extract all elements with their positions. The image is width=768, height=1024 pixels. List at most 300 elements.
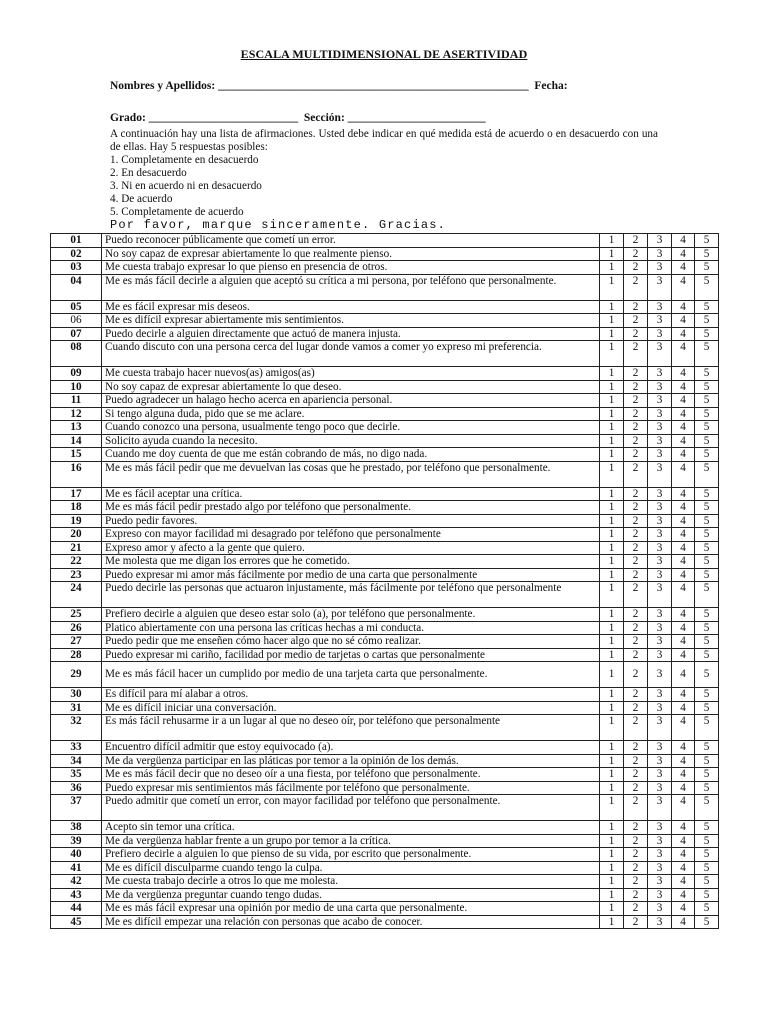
item-number: 36 (51, 781, 102, 795)
scale-option-2[interactable]: 2 (624, 434, 648, 448)
scale-option-2[interactable]: 2 (624, 514, 648, 528)
item-number: 06 (51, 314, 102, 328)
scale-option-5[interactable]: 5 (695, 234, 719, 248)
scale-option-5[interactable]: 5 (695, 662, 719, 688)
scale-option-4[interactable]: 4 (672, 662, 695, 688)
scale-option-4[interactable]: 4 (672, 902, 695, 916)
scale-option-5[interactable]: 5 (695, 915, 719, 929)
scale-option-2[interactable]: 2 (624, 367, 648, 381)
item-number: 45 (51, 915, 102, 929)
scale-option-2[interactable]: 2 (624, 821, 648, 835)
scale-option-5[interactable]: 5 (695, 461, 719, 487)
scale-option-3[interactable]: 3 (648, 861, 672, 875)
item-statement: Me es más fácil decirle a alguien que aceptó su crítica a mi persona, por teléfono que personalmente. (102, 274, 600, 300)
scale-option-2[interactable]: 2 (624, 662, 648, 688)
scale-option-5[interactable]: 5 (695, 380, 719, 394)
scale-option-5[interactable]: 5 (695, 582, 719, 608)
scale-option-2[interactable]: 2 (624, 448, 648, 462)
scale-option-2[interactable]: 2 (624, 848, 648, 862)
scale-option-3[interactable]: 3 (648, 421, 672, 435)
table-row (51, 834, 719, 848)
scale-option-2[interactable]: 2 (624, 394, 648, 408)
scale-option-4[interactable]: 4 (672, 247, 695, 261)
scale-option-1[interactable]: 1 (600, 648, 624, 662)
scale-option-2[interactable]: 2 (624, 741, 648, 755)
scale-option-4[interactable]: 4 (672, 821, 695, 835)
table-row (51, 314, 719, 328)
scale-option-2[interactable]: 2 (624, 555, 648, 569)
document-title: ESCALA MULTIDIMENSIONAL DE ASERTIVIDAD (240, 47, 528, 61)
scale-option-3[interactable]: 3 (648, 448, 672, 462)
grade-blank[interactable]: __________________________ (148, 112, 299, 124)
scale-option-1[interactable]: 1 (600, 768, 624, 782)
item-statement: Puedo decirle a alguien directamente que actuó de manera injusta. (102, 327, 600, 341)
item-statement: Es difícil para mí alabar a otros. (102, 688, 600, 702)
scale-option-1[interactable]: 1 (600, 621, 624, 635)
scale-option-3[interactable]: 3 (648, 902, 672, 916)
scale-option-1[interactable]: 1 (600, 608, 624, 622)
grade-field-row (110, 112, 486, 124)
item-statement: Me es más fácil expresar una opinión por medio de una carta que personalmente. (102, 902, 600, 916)
scale-option-5[interactable]: 5 (695, 875, 719, 889)
item-statement: Acepto sin temor una crítica. (102, 821, 600, 835)
table-row (51, 608, 719, 622)
table-row (51, 274, 719, 300)
scale-option-3[interactable]: 3 (648, 741, 672, 755)
scale-option-4[interactable]: 4 (672, 741, 695, 755)
scale-option-2[interactable]: 2 (624, 541, 648, 555)
scale-option-1[interactable]: 1 (600, 341, 624, 367)
scale-option-2[interactable]: 2 (624, 781, 648, 795)
scale-option-1[interactable]: 1 (600, 888, 624, 902)
scale-option-3[interactable]: 3 (648, 715, 672, 741)
scale-option-2[interactable]: 2 (624, 247, 648, 261)
scale-option-4[interactable]: 4 (672, 875, 695, 889)
scale-option-3[interactable]: 3 (648, 394, 672, 408)
table-row (51, 781, 719, 795)
scale-option-1[interactable]: 1 (600, 514, 624, 528)
scale-option-1[interactable]: 1 (600, 234, 624, 248)
scale-option-5[interactable]: 5 (695, 688, 719, 702)
scale-option-4[interactable]: 4 (672, 568, 695, 582)
scale-option-4[interactable]: 4 (672, 621, 695, 635)
item-statement: Me es difícil iniciar una conversación. (102, 701, 600, 715)
scale-option-2[interactable]: 2 (624, 461, 648, 487)
scale-option-3[interactable]: 3 (648, 314, 672, 328)
item-number: 17 (51, 487, 102, 501)
scale-option-3[interactable]: 3 (648, 434, 672, 448)
scale-option-3[interactable]: 3 (648, 341, 672, 367)
scale-option-1[interactable]: 1 (600, 261, 624, 275)
scale-option-5[interactable]: 5 (695, 568, 719, 582)
scale-option-5[interactable]: 5 (695, 487, 719, 501)
scale-option-5[interactable]: 5 (695, 754, 719, 768)
scale-option-1[interactable]: 1 (600, 754, 624, 768)
item-statement: Solicito ayuda cuando la necesito. (102, 434, 600, 448)
scale-option-4[interactable]: 4 (672, 768, 695, 782)
scale-option-1[interactable]: 1 (600, 915, 624, 929)
scale-option-1[interactable]: 1 (600, 501, 624, 515)
scale-option-2[interactable]: 2 (624, 754, 648, 768)
scale-option-1[interactable]: 1 (600, 380, 624, 394)
scale-option-5[interactable]: 5 (695, 848, 719, 862)
scale-option-2[interactable]: 2 (624, 341, 648, 367)
item-statement: Cuando discuto con una persona cerca del lugar donde vamos a comer yo expreso mi preferencia. (102, 341, 600, 367)
scale-option-5[interactable]: 5 (695, 715, 719, 741)
scale-option-4[interactable]: 4 (672, 501, 695, 515)
scale-option-4[interactable]: 4 (672, 274, 695, 300)
scale-option-3[interactable]: 3 (648, 781, 672, 795)
scale-option-5[interactable]: 5 (695, 407, 719, 421)
scale-option-3[interactable]: 3 (648, 247, 672, 261)
scale-option-5[interactable]: 5 (695, 367, 719, 381)
scale-option-1[interactable]: 1 (600, 715, 624, 741)
scale-option-4[interactable]: 4 (672, 715, 695, 741)
item-statement: Me cuesta trabajo hacer nuevos(as) amigos(as) (102, 367, 600, 381)
scale-option-2[interactable]: 2 (624, 274, 648, 300)
table-row (51, 234, 719, 248)
scale-option-1[interactable]: 1 (600, 327, 624, 341)
item-number: 30 (51, 688, 102, 702)
scale-option-5[interactable]: 5 (695, 648, 719, 662)
item-number: 34 (51, 754, 102, 768)
item-statement: Me da vergüenza participar en las pláticas por temor a la opinión de los demás. (102, 754, 600, 768)
scale-option-4[interactable]: 4 (672, 314, 695, 328)
item-statement: Si tengo alguna duda, pido que se me aclare. (102, 407, 600, 421)
scale-option-4[interactable]: 4 (672, 514, 695, 528)
table-row (51, 541, 719, 555)
item-number: 27 (51, 635, 102, 649)
scale-option-1[interactable]: 1 (600, 407, 624, 421)
scale-option-1[interactable]: 1 (600, 902, 624, 916)
option-4: 4. De acuerdo (110, 193, 173, 205)
scale-option-3[interactable]: 3 (648, 834, 672, 848)
scale-option-2[interactable]: 2 (624, 902, 648, 916)
scale-option-5[interactable]: 5 (695, 621, 719, 635)
scale-option-1[interactable]: 1 (600, 688, 624, 702)
table-row (51, 341, 719, 367)
scale-option-1[interactable]: 1 (600, 741, 624, 755)
scale-option-2[interactable]: 2 (624, 875, 648, 889)
table-row (51, 741, 719, 755)
table-row (51, 327, 719, 341)
scale-option-3[interactable]: 3 (648, 407, 672, 421)
scale-option-1[interactable]: 1 (600, 434, 624, 448)
scale-option-4[interactable]: 4 (672, 701, 695, 715)
table-row (51, 247, 719, 261)
item-statement: Cuando conozco una persona, usualmente tengo poco que decirle. (102, 421, 600, 435)
scale-option-3[interactable]: 3 (648, 568, 672, 582)
scale-option-5[interactable]: 5 (695, 861, 719, 875)
scale-option-4[interactable]: 4 (672, 795, 695, 821)
item-number: 29 (51, 662, 102, 688)
scale-option-5[interactable]: 5 (695, 448, 719, 462)
scale-option-4[interactable]: 4 (672, 635, 695, 649)
scale-option-3[interactable]: 3 (648, 327, 672, 341)
scale-option-5[interactable]: 5 (695, 795, 719, 821)
scale-option-2[interactable]: 2 (624, 888, 648, 902)
scale-option-5[interactable]: 5 (695, 821, 719, 835)
item-number: 42 (51, 875, 102, 889)
scale-option-1[interactable]: 1 (600, 541, 624, 555)
scale-option-4[interactable]: 4 (672, 434, 695, 448)
scale-option-5[interactable]: 5 (695, 327, 719, 341)
scale-option-5[interactable]: 5 (695, 300, 719, 314)
scale-option-3[interactable]: 3 (648, 380, 672, 394)
scale-option-2[interactable]: 2 (624, 582, 648, 608)
scale-option-2[interactable]: 2 (624, 528, 648, 542)
scale-option-5[interactable]: 5 (695, 274, 719, 300)
scale-option-5[interactable]: 5 (695, 314, 719, 328)
scale-option-5[interactable]: 5 (695, 888, 719, 902)
item-number: 38 (51, 821, 102, 835)
table-row (51, 380, 719, 394)
scale-option-3[interactable]: 3 (648, 582, 672, 608)
scale-option-1[interactable]: 1 (600, 875, 624, 889)
scale-option-2[interactable]: 2 (624, 795, 648, 821)
scale-option-2[interactable]: 2 (624, 915, 648, 929)
table-row (51, 715, 719, 741)
scale-option-5[interactable]: 5 (695, 701, 719, 715)
scale-option-3[interactable]: 3 (648, 795, 672, 821)
scale-option-4[interactable]: 4 (672, 541, 695, 555)
scale-option-2[interactable]: 2 (624, 688, 648, 702)
scale-option-4[interactable]: 4 (672, 327, 695, 341)
scale-option-1[interactable]: 1 (600, 795, 624, 821)
scale-option-1[interactable]: 1 (600, 821, 624, 835)
scale-option-2[interactable]: 2 (624, 715, 648, 741)
item-statement: Puedo decirle las personas que actuaron injustamente, más fácilmente por teléfono que personalmente (102, 582, 600, 608)
scale-option-5[interactable]: 5 (695, 555, 719, 569)
item-number: 13 (51, 421, 102, 435)
item-number: 41 (51, 861, 102, 875)
scale-option-4[interactable]: 4 (672, 915, 695, 929)
scale-option-4[interactable]: 4 (672, 394, 695, 408)
scale-option-1[interactable]: 1 (600, 274, 624, 300)
scale-option-3[interactable]: 3 (648, 300, 672, 314)
scale-option-2[interactable]: 2 (624, 608, 648, 622)
scale-option-1[interactable]: 1 (600, 461, 624, 487)
item-number: 15 (51, 448, 102, 462)
scale-option-1[interactable]: 1 (600, 568, 624, 582)
scale-option-5[interactable]: 5 (695, 528, 719, 542)
scale-option-1[interactable]: 1 (600, 781, 624, 795)
scale-option-1[interactable]: 1 (600, 662, 624, 688)
scale-option-2[interactable]: 2 (624, 501, 648, 515)
scale-option-4[interactable]: 4 (672, 487, 695, 501)
scale-option-4[interactable]: 4 (672, 582, 695, 608)
scale-option-5[interactable]: 5 (695, 902, 719, 916)
scale-option-5[interactable]: 5 (695, 514, 719, 528)
scale-option-2[interactable]: 2 (624, 834, 648, 848)
scale-option-4[interactable]: 4 (672, 407, 695, 421)
scale-option-1[interactable]: 1 (600, 448, 624, 462)
scale-option-3[interactable]: 3 (648, 514, 672, 528)
scale-option-3[interactable]: 3 (648, 541, 672, 555)
scale-option-5[interactable]: 5 (695, 247, 719, 261)
items-table-body (51, 234, 719, 929)
scale-option-3[interactable]: 3 (648, 701, 672, 715)
scale-option-5[interactable]: 5 (695, 834, 719, 848)
scale-option-4[interactable]: 4 (672, 461, 695, 487)
scale-option-4[interactable]: 4 (672, 421, 695, 435)
scale-option-4[interactable]: 4 (672, 688, 695, 702)
item-number: 05 (51, 300, 102, 314)
scale-option-4[interactable]: 4 (672, 848, 695, 862)
scale-option-2[interactable]: 2 (624, 407, 648, 421)
scale-option-1[interactable]: 1 (600, 555, 624, 569)
scale-option-1[interactable]: 1 (600, 701, 624, 715)
scale-option-2[interactable]: 2 (624, 701, 648, 715)
scale-option-4[interactable]: 4 (672, 367, 695, 381)
scale-option-2[interactable]: 2 (624, 648, 648, 662)
table-row (51, 848, 719, 862)
scale-option-2[interactable]: 2 (624, 314, 648, 328)
scale-option-4[interactable]: 4 (672, 781, 695, 795)
scale-option-2[interactable]: 2 (624, 621, 648, 635)
option-1: 1. Completamente en desacuerdo (110, 154, 259, 166)
scale-option-1[interactable]: 1 (600, 848, 624, 862)
scale-option-3[interactable]: 3 (648, 621, 672, 635)
scale-option-4[interactable]: 4 (672, 608, 695, 622)
table-row (51, 261, 719, 275)
scale-option-3[interactable]: 3 (648, 487, 672, 501)
item-number: 10 (51, 380, 102, 394)
scale-option-1[interactable]: 1 (600, 421, 624, 435)
scale-option-3[interactable]: 3 (648, 635, 672, 649)
scale-option-5[interactable]: 5 (695, 501, 719, 515)
scale-option-1[interactable]: 1 (600, 582, 624, 608)
item-statement: Prefiero decirle a alguien que deseo estar solo (a), por teléfono que personalmente. (102, 608, 600, 622)
scale-option-4[interactable]: 4 (672, 861, 695, 875)
scale-option-3[interactable]: 3 (648, 608, 672, 622)
item-number: 04 (51, 274, 102, 300)
scale-option-3[interactable]: 3 (648, 915, 672, 929)
scale-option-1[interactable]: 1 (600, 247, 624, 261)
scale-option-1[interactable]: 1 (600, 487, 624, 501)
scale-option-3[interactable]: 3 (648, 261, 672, 275)
table-row (51, 487, 719, 501)
item-number: 28 (51, 648, 102, 662)
scale-option-3[interactable]: 3 (648, 848, 672, 862)
scale-option-2[interactable]: 2 (624, 768, 648, 782)
name-blank[interactable]: ______________________________________________________ (218, 80, 529, 92)
item-statement: Expreso con mayor facilidad mi desagrado por teléfono que personalmente (102, 528, 600, 542)
scale-option-4[interactable]: 4 (672, 380, 695, 394)
scale-option-1[interactable]: 1 (600, 861, 624, 875)
scale-option-4[interactable]: 4 (672, 300, 695, 314)
scale-option-1[interactable]: 1 (600, 394, 624, 408)
scale-option-3[interactable]: 3 (648, 662, 672, 688)
scale-option-5[interactable]: 5 (695, 421, 719, 435)
scale-option-4[interactable]: 4 (672, 261, 695, 275)
scale-option-3[interactable]: 3 (648, 754, 672, 768)
scale-option-1[interactable]: 1 (600, 314, 624, 328)
scale-option-5[interactable]: 5 (695, 434, 719, 448)
scale-option-5[interactable]: 5 (695, 781, 719, 795)
scale-option-5[interactable]: 5 (695, 541, 719, 555)
scale-option-1[interactable]: 1 (600, 635, 624, 649)
item-number: 40 (51, 848, 102, 862)
scale-option-5[interactable]: 5 (695, 768, 719, 782)
item-statement: Me es difícil expresar abiertamente mis sentimientos. (102, 314, 600, 328)
item-statement: Me es más fácil hacer un cumplido por medio de una tarjeta carta que personalmente. (102, 662, 600, 688)
scale-option-5[interactable]: 5 (695, 608, 719, 622)
item-number: 25 (51, 608, 102, 622)
item-statement: Me da vergüenza preguntar cuando tengo dudas. (102, 888, 600, 902)
scale-option-1[interactable]: 1 (600, 300, 624, 314)
scale-option-3[interactable]: 3 (648, 821, 672, 835)
scale-option-1[interactable]: 1 (600, 528, 624, 542)
scale-option-1[interactable]: 1 (600, 367, 624, 381)
scale-option-4[interactable]: 4 (672, 754, 695, 768)
item-number: 26 (51, 621, 102, 635)
scale-option-3[interactable]: 3 (648, 768, 672, 782)
scale-option-2[interactable]: 2 (624, 261, 648, 275)
scale-option-2[interactable]: 2 (624, 300, 648, 314)
grade-label: Grado: (110, 112, 146, 124)
scale-option-3[interactable]: 3 (648, 461, 672, 487)
scale-option-4[interactable]: 4 (672, 888, 695, 902)
scale-option-5[interactable]: 5 (695, 635, 719, 649)
scale-option-2[interactable]: 2 (624, 487, 648, 501)
section-label: Sección: (303, 112, 345, 124)
table-row (51, 568, 719, 582)
scale-option-3[interactable]: 3 (648, 875, 672, 889)
item-number: 11 (51, 394, 102, 408)
scale-option-3[interactable]: 3 (648, 528, 672, 542)
scale-option-3[interactable]: 3 (648, 648, 672, 662)
item-statement: Me es más fácil pedir que me devuelvan las cosas que he prestado, por teléfono que personalmente. (102, 461, 600, 487)
scale-option-3[interactable]: 3 (648, 234, 672, 248)
table-row (51, 300, 719, 314)
scale-option-5[interactable]: 5 (695, 341, 719, 367)
table-row (51, 754, 719, 768)
scale-option-2[interactable]: 2 (624, 234, 648, 248)
table-row (51, 394, 719, 408)
scale-option-3[interactable]: 3 (648, 688, 672, 702)
scale-option-4[interactable]: 4 (672, 834, 695, 848)
scale-option-1[interactable]: 1 (600, 834, 624, 848)
scale-option-2[interactable]: 2 (624, 421, 648, 435)
scale-option-5[interactable]: 5 (695, 741, 719, 755)
scale-option-3[interactable]: 3 (648, 367, 672, 381)
scale-option-2[interactable]: 2 (624, 380, 648, 394)
scale-option-4[interactable]: 4 (672, 234, 695, 248)
scale-option-2[interactable]: 2 (624, 635, 648, 649)
scale-option-2[interactable]: 2 (624, 568, 648, 582)
scale-option-4[interactable]: 4 (672, 555, 695, 569)
scale-option-2[interactable]: 2 (624, 327, 648, 341)
scale-option-4[interactable]: 4 (672, 341, 695, 367)
scale-option-3[interactable]: 3 (648, 501, 672, 515)
table-row (51, 461, 719, 487)
item-statement: Me da vergüenza hablar frente a un grupo por temor a la crítica. (102, 834, 600, 848)
scale-option-3[interactable]: 3 (648, 888, 672, 902)
scale-option-3[interactable]: 3 (648, 274, 672, 300)
scale-option-4[interactable]: 4 (672, 648, 695, 662)
item-number: 21 (51, 541, 102, 555)
table-row (51, 701, 719, 715)
item-number: 03 (51, 261, 102, 275)
scale-option-5[interactable]: 5 (695, 394, 719, 408)
section-blank[interactable]: ________________________ (347, 112, 486, 124)
scale-option-3[interactable]: 3 (648, 555, 672, 569)
scale-option-4[interactable]: 4 (672, 528, 695, 542)
scale-option-5[interactable]: 5 (695, 261, 719, 275)
scale-option-4[interactable]: 4 (672, 448, 695, 462)
scale-option-2[interactable]: 2 (624, 861, 648, 875)
